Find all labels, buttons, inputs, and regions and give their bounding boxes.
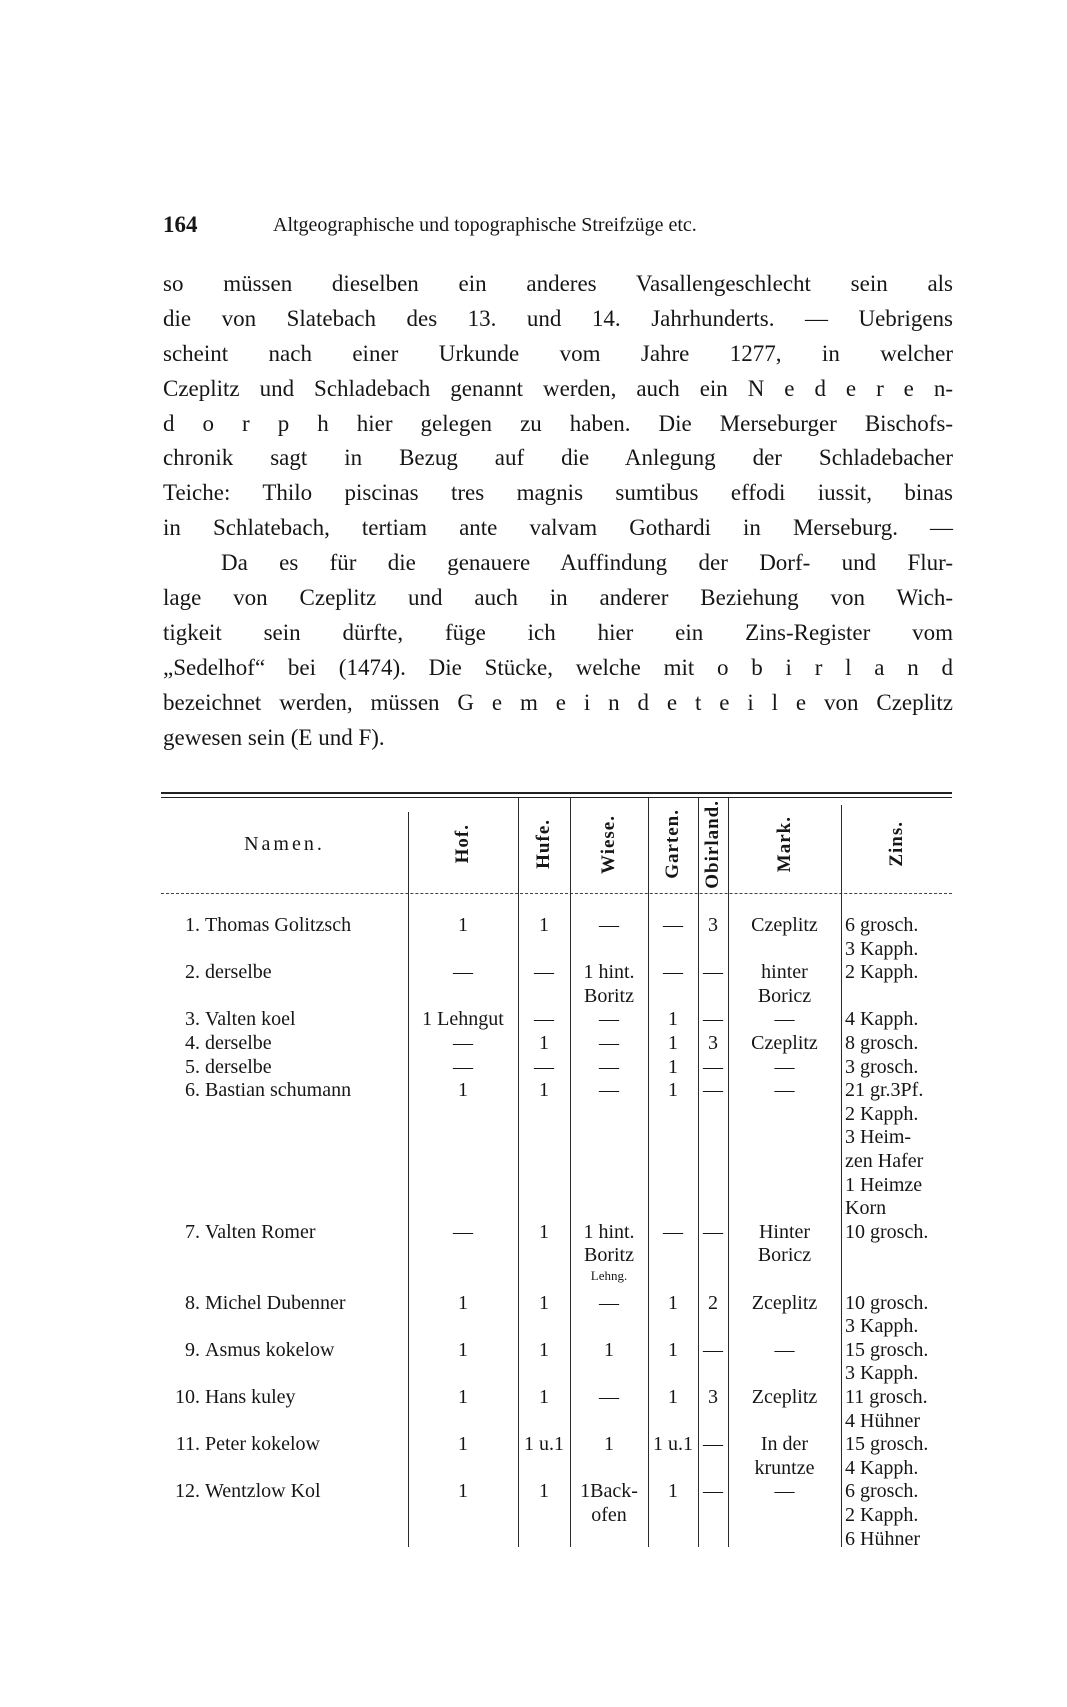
running-title: Altgeographische und topographische Streifzüge etc.: [273, 214, 697, 236]
text-line: Czeplitz und Schladebach genannt werden, auch ein N e d e r e n-: [163, 375, 953, 401]
cell-mark: Czeplitz: [751, 1032, 818, 1054]
table-row: [0, 1291, 1067, 1338]
column-header-hufe: [518, 800, 570, 888]
cell-zins: 4 Kapph.: [845, 1008, 919, 1031]
cell-zins: 3 grosch.: [845, 1055, 919, 1078]
cell-hufe: 1: [539, 914, 549, 936]
cell-name: Valten Romer: [205, 1220, 316, 1243]
cell-mark: —: [774, 1338, 795, 1361]
cell-obirland: —: [703, 1055, 723, 1078]
cell-wiese: 1 hint. Boritz: [583, 1220, 635, 1267]
text-line: Da es für die genauere Auffindung der Dorf- und Flur-: [221, 550, 953, 576]
column-header-label: Garten.: [662, 809, 683, 879]
cell-mark: —: [774, 1480, 795, 1503]
cell-hufe: 1 u.1: [524, 1433, 564, 1456]
text-line: gewesen sein (E und F).: [163, 724, 385, 750]
cell-num: 3.: [185, 1008, 200, 1031]
cell-hof: 1: [458, 1291, 468, 1314]
cell-mark: Hinter Boricz: [757, 1220, 812, 1267]
column-header-label: Namen.: [244, 832, 325, 855]
cell-hof: —: [453, 1032, 473, 1054]
column-header-namen: [161, 800, 408, 888]
cell-hof: 1: [458, 914, 468, 936]
cell-zins: 6 grosch. 2 Kapph. 6 Hühner: [845, 1480, 920, 1550]
cell-obirland: 3: [708, 914, 718, 936]
cell-obirland: —: [703, 1220, 723, 1243]
cell-zins: 10 grosch.: [845, 1220, 929, 1243]
cell-num: 5.: [185, 1055, 200, 1078]
cell-zins: 11 grosch. 4 Hühner: [845, 1386, 928, 1432]
cell-zins: 15 grosch. 4 Kapph.: [845, 1433, 929, 1479]
cell-obirland: —: [703, 1008, 723, 1031]
cell-hufe: 1: [539, 1220, 549, 1243]
text-line: in Schlatebach, tertiam ante valvam Gothardi in Merseburg. —: [163, 515, 953, 541]
cell-name: derselbe: [205, 961, 272, 984]
cell-hufe: 1: [539, 1291, 549, 1314]
table-row: [0, 961, 1067, 1007]
table-row: [0, 1338, 1067, 1385]
cell-obirland: 3: [708, 1386, 718, 1408]
cell-wiese: 1: [604, 1433, 614, 1456]
cell-hufe: —: [534, 1055, 554, 1078]
body-text: [163, 267, 953, 755]
wiese-note-wrap: [570, 1268, 648, 1284]
cell-hof: —: [453, 1220, 473, 1243]
cell-wiese: —: [599, 914, 619, 936]
cell-num: 11.: [175, 1433, 200, 1456]
text-line: scheint nach einer Urkunde vom Jahre 1277, in welcher: [163, 340, 953, 366]
text-line: bezeichnet werden, müssen G e m e i n d e t e i l e von Czeplitz: [163, 689, 953, 715]
cell-num: 8.: [185, 1291, 200, 1314]
cell-hof: 1 Lehngut: [422, 1008, 504, 1031]
cell-wiese: 1 hint. Boritz: [583, 961, 635, 1007]
cell-zins: 15 grosch. 3 Kapph.: [845, 1338, 929, 1385]
column-header-mark: [728, 800, 841, 888]
cell-hof: 1: [458, 1433, 468, 1456]
cell-obirland: —: [703, 1079, 723, 1102]
cell-num: 6.: [185, 1079, 200, 1102]
cell-hof: —: [453, 961, 473, 984]
cell-wiese: 1Back- ofen: [580, 1480, 638, 1526]
cell-obirland: 2: [708, 1291, 718, 1314]
cell-hof: 1: [458, 1480, 468, 1503]
cell-mark: hinter Boricz: [757, 961, 812, 1007]
column-header-hof: [408, 800, 518, 888]
cell-hufe: 1: [539, 1480, 549, 1503]
cell-obirland: —: [703, 961, 723, 984]
cell-hof: —: [453, 1055, 473, 1078]
column-header-label: Hufe.: [533, 819, 554, 869]
column-header-obirland: [698, 800, 728, 888]
cell-obirland: —: [703, 1433, 723, 1456]
cell-name: Peter kokelow: [205, 1433, 320, 1456]
cell-zins: 2 Kapph.: [845, 961, 919, 984]
column-header-label: Hof.: [452, 824, 473, 864]
cell-num: 7.: [185, 1220, 200, 1243]
table-row: [0, 914, 1067, 960]
cell-garten: 1: [668, 1055, 678, 1078]
header-bottom-rule: [161, 893, 952, 894]
cell-wiese: —: [599, 1055, 619, 1078]
cell-garten: 1: [668, 1338, 678, 1361]
cell-name: derselbe: [205, 1032, 272, 1054]
cell-wiese: —: [599, 1008, 619, 1031]
cell-wiese-note: Lehng.: [590, 1267, 628, 1283]
table-row: [0, 1480, 1067, 1550]
column-header-label: Zins.: [885, 821, 907, 867]
cell-name: Thomas Golitzsch: [205, 914, 352, 936]
text-line: chronik sagt in Bezug auf die Anlegung der Schladebacher: [163, 445, 953, 471]
table-row: [0, 1056, 1067, 1080]
cell-num: 2.: [185, 961, 200, 984]
cell-mark: —: [774, 1079, 795, 1102]
cell-zins: 10 grosch. 3 Kapph.: [845, 1291, 929, 1338]
cell-hof: 1: [458, 1079, 468, 1102]
cell-wiese: 1: [604, 1338, 614, 1361]
cell-mark: Zceplitz: [751, 1291, 818, 1314]
cell-garten: —: [663, 914, 683, 936]
cell-wiese: —: [599, 1291, 619, 1314]
cell-name: Valten koel: [205, 1008, 296, 1031]
cell-obirland: 3: [708, 1032, 718, 1054]
cell-wiese: —: [599, 1032, 619, 1054]
column-header-garten: [648, 800, 698, 888]
cell-name: Wentzlow Kol: [205, 1480, 321, 1503]
table-top-rule: [161, 792, 952, 794]
cell-mark: Zceplitz: [751, 1386, 818, 1408]
cell-num: 1.: [185, 914, 200, 936]
column-header-label: Mark.: [773, 815, 795, 873]
text-line: „Sedelhof“ bei (1474). Die Stücke, welche mit o b i r l a n d: [163, 654, 953, 680]
cell-wiese: —: [599, 1386, 619, 1408]
text-line: die von Slatebach des 13. und 14. Jahrhunderts. — Uebrigens: [163, 305, 953, 331]
cell-num: 4.: [185, 1032, 200, 1054]
cell-garten: 1 u.1: [653, 1433, 693, 1456]
table-row: [0, 1079, 1067, 1220]
cell-num: 10.: [175, 1386, 200, 1408]
cell-hufe: 1: [539, 1338, 549, 1361]
column-header-label: Wiese.: [598, 814, 619, 874]
table-row: [0, 1032, 1067, 1056]
cell-mark: —: [774, 1055, 795, 1078]
text-line: so müssen dieselben ein anderes Vasallengeschlecht sein als: [163, 271, 953, 296]
text-line: tigkeit sein dürfte, füge ich hier ein Zins-Register vom: [163, 619, 953, 645]
column-header-zins: [841, 800, 952, 888]
cell-wiese: —: [599, 1079, 619, 1102]
cell-hufe: 1: [539, 1079, 549, 1102]
cell-num: 12.: [175, 1480, 200, 1503]
cell-garten: 1: [668, 1008, 678, 1031]
cell-mark: In der kruntze: [754, 1433, 815, 1479]
cell-garten: 1: [668, 1032, 678, 1054]
text-line: lage von Czeplitz und auch in anderer Beziehung von Wich-: [163, 585, 953, 611]
cell-num: 9.: [185, 1338, 200, 1361]
cell-zins: 21 gr.3Pf. 2 Kapph. 3 Heim- zen Hafer 1 Heimze Korn: [845, 1079, 924, 1220]
table-row: [0, 1220, 1067, 1283]
cell-hufe: —: [534, 961, 554, 984]
column-header-label: Obirland.: [702, 799, 723, 889]
cell-hufe: 1: [539, 1032, 549, 1054]
cell-mark: —: [774, 1008, 795, 1031]
table-row: [0, 1008, 1067, 1032]
cell-garten: 1: [668, 1079, 678, 1102]
cell-name: Asmus kokelow: [205, 1338, 335, 1361]
table-row: [0, 1386, 1067, 1432]
cell-garten: 1: [668, 1386, 678, 1408]
cell-name: Hans kuley: [205, 1386, 296, 1408]
cell-hof: 1: [458, 1386, 468, 1408]
page-number: 164: [163, 212, 198, 237]
cell-zins: 8 grosch.: [845, 1032, 919, 1054]
text-line: Teiche: Thilo piscinas tres magnis sumtibus effodi iussit, binas: [163, 480, 953, 506]
cell-hof: 1: [458, 1338, 468, 1361]
cell-name: Bastian schumann: [205, 1079, 352, 1102]
cell-garten: —: [663, 961, 683, 984]
cell-zins: 6 grosch. 3 Kapph.: [845, 914, 919, 960]
cell-garten: —: [663, 1220, 683, 1243]
cell-name: derselbe: [205, 1055, 272, 1078]
cell-hufe: —: [534, 1008, 554, 1031]
text-line: d o r p h hier gelegen zu haben. Die Merseburger Bischofs-: [163, 410, 953, 436]
table-row: [0, 1433, 1067, 1479]
cell-mark: Czeplitz: [751, 914, 818, 936]
table-top-rule-thin: [161, 797, 952, 798]
cell-obirland: —: [703, 1480, 723, 1503]
cell-name: Michel Dubenner: [205, 1291, 346, 1314]
cell-garten: 1: [668, 1291, 678, 1314]
column-header-wiese: [570, 800, 648, 888]
cell-obirland: —: [703, 1338, 723, 1361]
cell-hufe: 1: [539, 1386, 549, 1408]
cell-garten: 1: [668, 1480, 678, 1503]
